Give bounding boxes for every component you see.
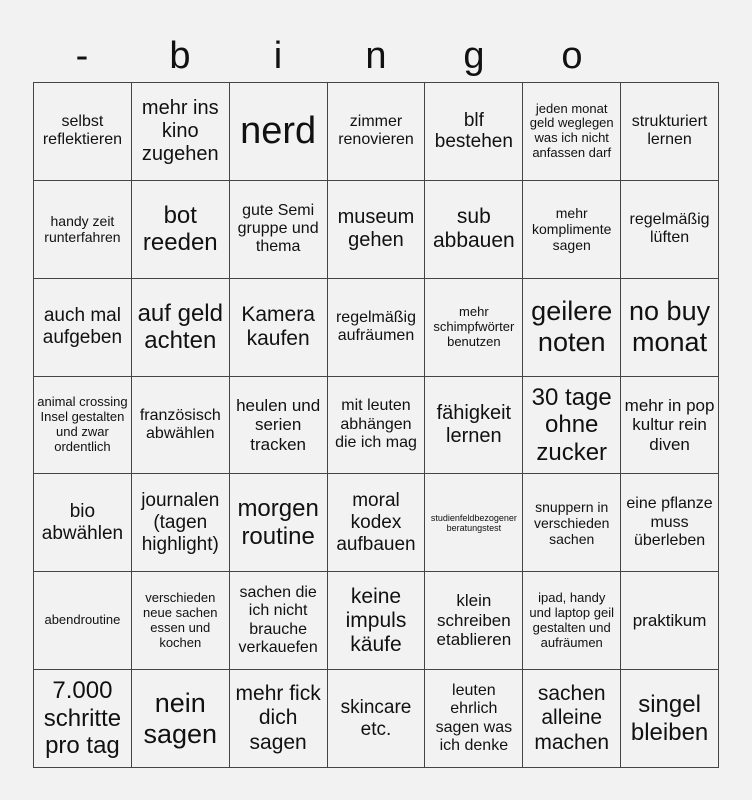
bingo-header	[33, 30, 719, 82]
bingo-cell[interactable]: auf geld achten	[132, 279, 230, 377]
bingo-cell[interactable]: mehr in pop kultur rein diven	[621, 377, 719, 475]
header-letter: n	[365, 35, 387, 77]
header-letter: b	[169, 35, 191, 77]
bingo-cell[interactable]: mit leuten abhängen die ich mag	[328, 377, 426, 475]
header-letter: g	[463, 35, 485, 77]
header-letter	[621, 30, 719, 82]
bingo-cell[interactable]: nerd	[230, 83, 328, 181]
bingo-cell[interactable]: bio abwählen	[34, 474, 132, 572]
bingo-cell[interactable]: mehr ins kino zugehen	[132, 83, 230, 181]
bingo-cell[interactable]: regelmäßig aufräumen	[328, 279, 426, 377]
bingo-cell[interactable]: 7.000 schritte pro tag	[34, 670, 132, 768]
bingo-cell[interactable]: jeden monat geld weglegen was ich nicht anfassen darf	[523, 83, 621, 181]
bingo-cell[interactable]: 30 tage ohne zucker	[523, 377, 621, 475]
bingo-cell[interactable]: moral kodex aufbauen	[328, 474, 426, 572]
bingo-board	[33, 82, 719, 768]
bingo-cell[interactable]: sub abbauen	[425, 181, 523, 279]
bingo-cell[interactable]: klein schreiben etablieren	[425, 572, 523, 670]
bingo-cell[interactable]: fähigkeit lernen	[425, 377, 523, 475]
bingo-cell[interactable]: animal crossing Insel gestalten und zwar ordentlich	[34, 377, 132, 475]
bingo-cell[interactable]: zimmer renovieren	[328, 83, 426, 181]
bingo-cell[interactable]: strukturiert lernen	[621, 83, 719, 181]
bingo-cell[interactable]: snuppern in verschieden sachen	[523, 474, 621, 572]
bingo-cell[interactable]: handy zeit runterfahren	[34, 181, 132, 279]
bingo-cell[interactable]: abendroutine	[34, 572, 132, 670]
header-letter: o	[561, 35, 583, 77]
bingo-cell[interactable]: leuten ehrlich sagen was ich denke	[425, 670, 523, 768]
bingo-cell[interactable]: nein sagen	[132, 670, 230, 768]
bingo-cell[interactable]: geilere noten	[523, 279, 621, 377]
bingo-cell[interactable]: gute Semi gruppe und thema	[230, 181, 328, 279]
bingo-cell[interactable]: mehr komplimente sagen	[523, 181, 621, 279]
bingo-cell[interactable]: verschieden neue sachen essen und kochen	[132, 572, 230, 670]
bingo-cell[interactable]: sachen die ich nicht brauche verkauefen	[230, 572, 328, 670]
bingo-cell[interactable]: selbst reflektieren	[34, 83, 132, 181]
bingo-cell[interactable]: singel bleiben	[621, 670, 719, 768]
bingo-cell[interactable]: sachen alleine machen	[523, 670, 621, 768]
bingo-cell[interactable]: ipad, handy und laptop geil gestalten und aufräumen	[523, 572, 621, 670]
bingo-cell[interactable]: Kamera kaufen	[230, 279, 328, 377]
bingo-cell[interactable]: praktikum	[621, 572, 719, 670]
bingo-cell[interactable]: keine impuls käufe	[328, 572, 426, 670]
bingo-cell[interactable]: regelmäßig lüften	[621, 181, 719, 279]
bingo-cell[interactable]: studienfeldbezogener beratungstest	[425, 474, 523, 572]
bingo-cell[interactable]: skincare etc.	[328, 670, 426, 768]
bingo-cell[interactable]: bot reeden	[132, 181, 230, 279]
bingo-cell[interactable]: auch mal aufgeben	[34, 279, 132, 377]
bingo-cell[interactable]: französisch abwählen	[132, 377, 230, 475]
bingo-cell[interactable]: no buy monat	[621, 279, 719, 377]
header-letter: -	[75, 35, 89, 77]
header-letter: i	[273, 35, 283, 77]
bingo-cell[interactable]: heulen und serien tracken	[230, 377, 328, 475]
bingo-cell[interactable]: eine pflanze muss überleben	[621, 474, 719, 572]
bingo-cell[interactable]: blf bestehen	[425, 83, 523, 181]
bingo-cell[interactable]: journalen (tagen highlight)	[132, 474, 230, 572]
bingo-cell[interactable]: morgen routine	[230, 474, 328, 572]
bingo-cell[interactable]: mehr schimpfwörter benutzen	[425, 279, 523, 377]
bingo-cell[interactable]: museum gehen	[328, 181, 426, 279]
bingo-cell[interactable]: mehr fick dich sagen	[230, 670, 328, 768]
